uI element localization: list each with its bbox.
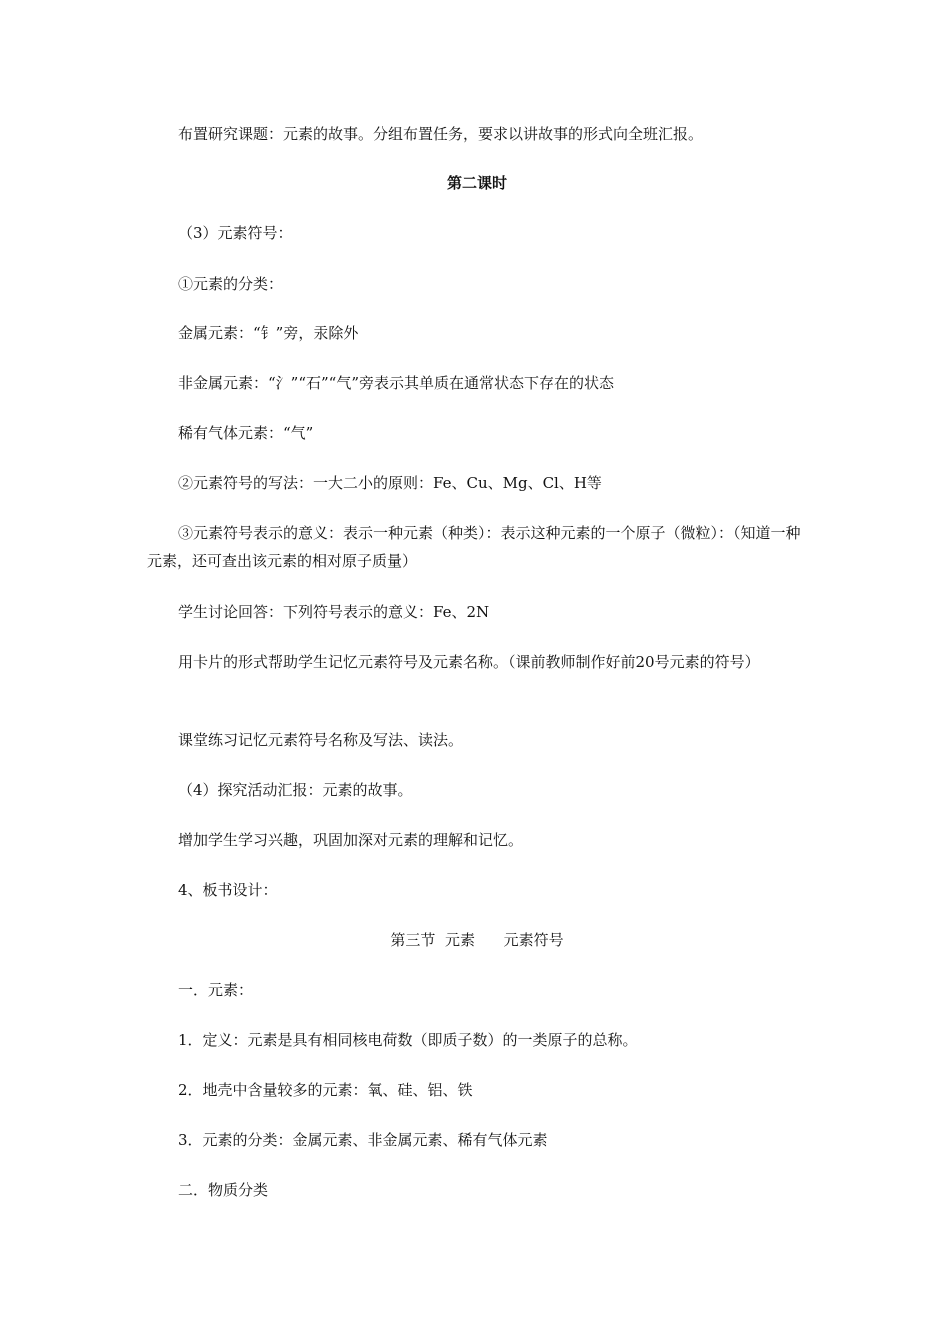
- board-item-classification: 3．元素的分类：金属元素、非金属元素、稀有气体元素: [178, 1131, 548, 1149]
- board-section-two: 二．物质分类: [178, 1181, 269, 1199]
- paragraph-metal-elements: 金属元素：“钅”旁，汞除外: [178, 324, 359, 342]
- board-item-crust-elements: 2．地壳中含量较多的元素：氧、硅、铝、铁: [178, 1081, 473, 1099]
- board-item-definition: 1．定义：元素是具有相同核电荷数（即质子数）的一类原子的总称。: [178, 1031, 638, 1049]
- paragraph-symbol-writing: ②元素符号的写法：一大二小的原则：Fe、Cu、Mg、Cl、H等: [178, 474, 602, 492]
- paragraph-board-design: 4、板书设计：: [178, 881, 278, 899]
- paragraph-learning-interest: 增加学生学习兴趣，巩固加深对元素的理解和记忆。: [178, 831, 524, 849]
- paragraph-class-practice: 课堂练习记忆元素符号名称及写法、读法。: [178, 731, 464, 749]
- paragraph-symbol-meaning: ③元素符号表示的意义：表示一种元素（种类）：表示这种元素的一个原子（微粒）：（知道一种元素，还可查出该元素的相对原子质量）: [147, 524, 801, 570]
- paragraph-element-classification: ①元素的分类：: [178, 275, 284, 293]
- paragraph-activity-report: （4）探究活动汇报：元素的故事。: [178, 781, 413, 799]
- paragraph-research-topic: 布置研究课题：元素的故事。分组布置任务，要求以讲故事的形式向全班汇报。: [178, 125, 704, 143]
- heading-lesson-two: 第二课时: [446, 174, 507, 192]
- paragraph-element-symbols: （3）元素符号：: [178, 224, 293, 242]
- board-section-one: 一．元素：: [178, 981, 254, 999]
- board-title: 第三节 元素 元素符号: [390, 931, 564, 949]
- paragraph-student-discussion: 学生讨论回答：下列符号表示的意义：Fe、2N: [178, 603, 490, 621]
- paragraph-nonmetal-elements: 非金属元素：“氵”“石”“气”旁表示其单质在通常状态下存在的状态: [178, 374, 615, 392]
- paragraph-flash-cards: 用卡片的形式帮助学生记忆元素符号及元素名称。（课前教师制作好前20号元素的符号）: [178, 653, 760, 671]
- paragraph-noble-gas-elements: 稀有气体元素：“气”: [178, 424, 314, 442]
